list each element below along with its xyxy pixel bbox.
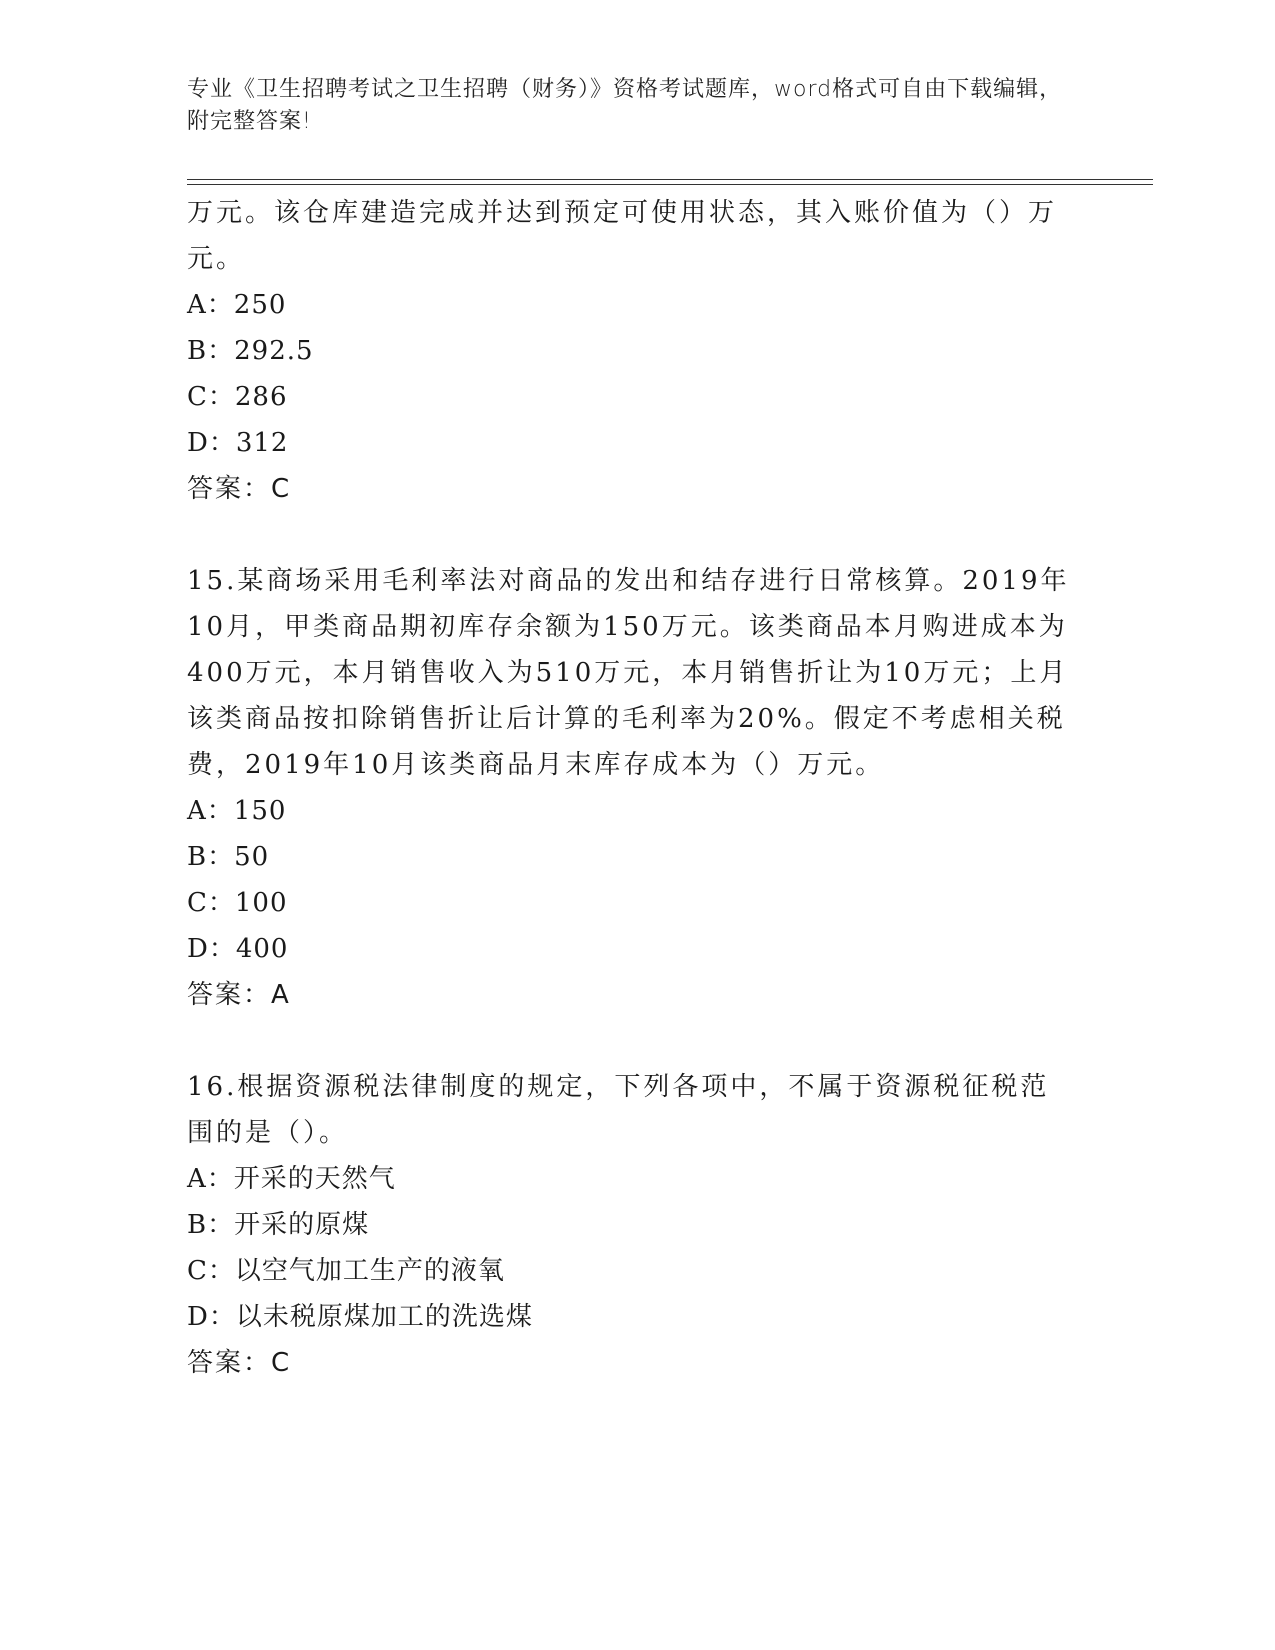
header-note: 专业《卫生招聘考试之卫生招聘（财务）》资格考试题库，word格式可自由下载编辑，附完整答案!	[187, 77, 1063, 134]
option-b: B：50	[187, 842, 270, 872]
option-b: B：开采的原煤	[187, 1210, 370, 1240]
option-c: C：以空气加工生产的液氧	[187, 1256, 505, 1286]
option-b: B：292.5	[187, 336, 314, 366]
header-rule-top	[187, 179, 1153, 180]
option-c: C：100	[187, 888, 288, 918]
answer: 答案：A	[187, 980, 291, 1010]
option-d: D：以未税原煤加工的洗选煤	[187, 1302, 533, 1332]
question-text: 15.某商场采用毛利率法对商品的发出和结存进行日常核算。2019年10月，甲类商品期初库存余额为150万元。该类商品本月购进成本为400万元，本月销售收入为510万元，本月销售折让为10万元；上月该类商品按扣除销售折让后计算的毛利率为20%。假定不考虑相关税费，2019年10月该类商品月末库存成本为（）万元。	[187, 566, 1070, 780]
question-block-16	[187, 1064, 1077, 1386]
option-d: D：312	[187, 428, 289, 458]
question-block-continued	[187, 190, 1077, 512]
option-a: A：开采的天然气	[187, 1164, 396, 1194]
question-text: 万元。该仓库建造完成并达到预定可使用状态，其入账价值为（）万元。	[187, 198, 1058, 274]
question-content	[187, 190, 1077, 1386]
answer: 答案：C	[187, 1348, 292, 1378]
question-text: 16.根据资源税法律制度的规定，下列各项中，不属于资源税征税范围的是（）。	[187, 1072, 1050, 1148]
answer: 答案：C	[187, 474, 292, 504]
option-c: C：286	[187, 382, 288, 412]
header-rule-bottom	[187, 184, 1153, 185]
option-a: A：250	[187, 290, 287, 320]
option-d: D：400	[187, 934, 289, 964]
option-a: A：150	[187, 796, 287, 826]
spacer	[187, 1018, 1077, 1064]
spacer	[187, 512, 1077, 558]
question-block-15	[187, 558, 1077, 1018]
